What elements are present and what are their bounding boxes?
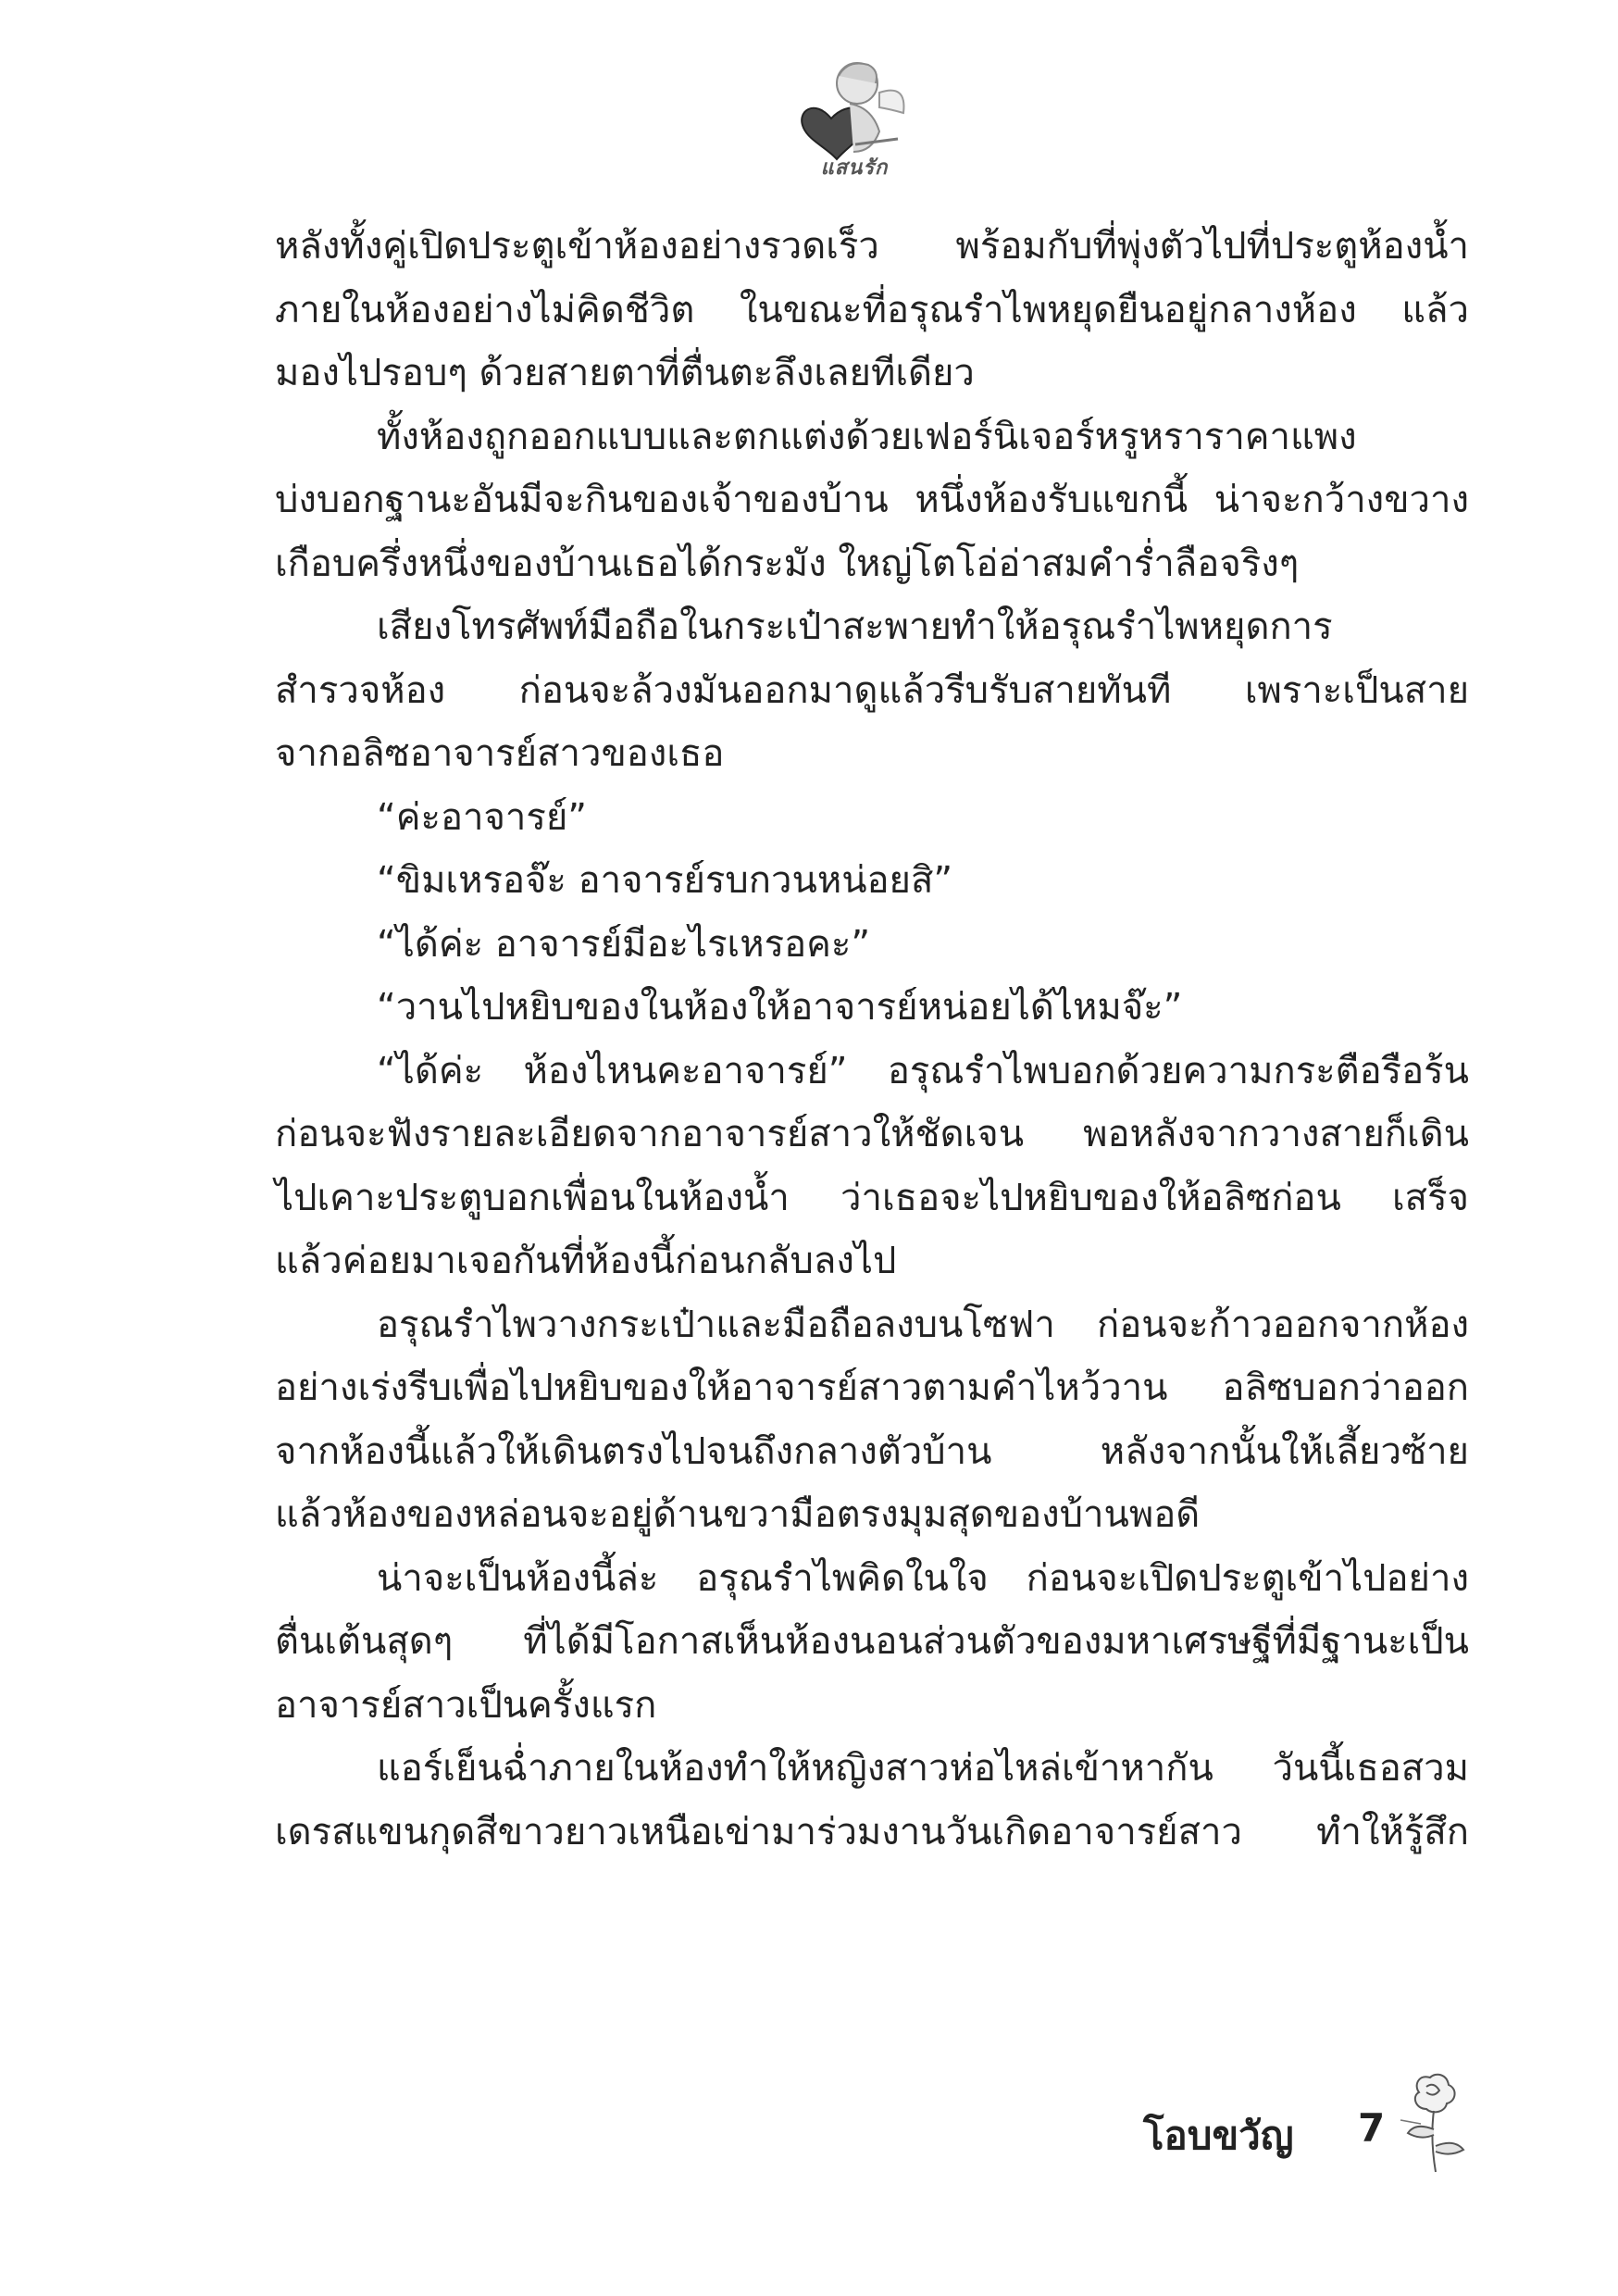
paragraph-line: จากห้องนี้แล้วให้เดินตรงไปจนถึงกลางตัวบ้าน หลังจากนั้นให้เลี้ยวซ้าย (275, 1429, 1469, 1473)
paragraph-line: แล้วห้องของหล่อนจะอยู่ด้านขวามือตรงมุมสุดของบ้านพอดี (275, 1493, 1201, 1536)
paragraph-line: อย่างเร่งรีบเพื่อไปหยิบของให้อาจารย์สาวตามคำไหว้วาน อลิซบอกว่าออก (275, 1366, 1469, 1409)
rose-icon (1393, 2065, 1476, 2176)
publisher-logo (794, 56, 915, 185)
paragraph-line: ทั้งห้องถูกออกแบบและตกแต่งด้วยเฟอร์นิเจอร์หรูหราราคาแพง (377, 415, 1357, 458)
paragraph-line: ก่อนจะฟังรายละเอียดจากอาจารย์สาวให้ชัดเจน พอหลังจากวางสายก็เดิน (275, 1113, 1469, 1155)
paragraph-line: บ่งบอกฐานะอันมีจะกินของเจ้าของบ้าน หนึ่งห้องรับแขกนี้ น่าจะกว้างขวาง (275, 479, 1469, 521)
paragraph-line: เกือบครึ่งหนึ่งของบ้านเธอได้กระมัง ใหญ่โตโอ่อ่าสมคำร่ำลือจริงๆ (275, 542, 1300, 585)
page-number: 7 (1358, 2105, 1386, 2151)
paragraph-line: อรุณรำไพวางกระเป๋าและมือถือลงบนโซฟา ก่อนจะก้าวออกจากห้อง (377, 1303, 1469, 1346)
paragraph-line: น่าจะเป็นห้องนี้ล่ะ อรุณรำไพคิดในใจ ก่อนจะเปิดประตูเข้าไปอย่าง (377, 1556, 1469, 1600)
book-title: โอบขวัญ (1143, 2113, 1294, 2158)
paragraph-line: ไปเคาะประตูบอกเพื่อนในห้องน้ำ ว่าเธอจะไปหยิบของให้อลิซก่อน เสร็จ (275, 1176, 1469, 1219)
paragraph-line: จากอลิซอาจารย์สาวของเธอ (275, 732, 725, 775)
paragraph-line: ภายในห้องอย่างไม่คิดชีวิต ในขณะที่อรุณรำไพหยุดยืนอยู่กลางห้อง แล้ว (275, 288, 1469, 331)
paragraph-line: แอร์เย็นฉ่ำภายในห้องทำให้หญิงสาวห่อไหล่เข้าหากัน วันนี้เธอสวม (377, 1747, 1469, 1790)
paragraph-line: มองไปรอบๆ ด้วยสายตาที่ตื่นตะลึงเลยทีเดียว (275, 352, 975, 394)
paragraph-line: เสียงโทรศัพท์มือถือในกระเป๋าสะพายทำให้อรุณรำไพหยุดการ (377, 605, 1333, 648)
paragraph-line: “วานไปหยิบของในห้องให้อาจารย์หน่อยได้ไหมจ๊ะ” (377, 986, 1183, 1029)
paragraph-line: “ค่ะอาจารย์” (377, 795, 587, 839)
paragraph-line: ตื่นเต้นสุดๆ ที่ได้มีโอกาสเห็นห้องนอนส่วนตัวของมหาเศรษฐีที่มีฐานะเป็น (275, 1620, 1469, 1663)
paragraph-line: “ขิมเหรอจ๊ะ อาจารย์รบกวนหน่อยสิ” (377, 859, 953, 902)
paragraph-line: สำรวจห้อง ก่อนจะล้วงมันออกมาดูแล้วรีบรับสายทันที เพราะเป็นสาย (275, 668, 1469, 712)
body-text (275, 215, 1469, 1864)
paragraph-line: อาจารย์สาวเป็นครั้งแรก (275, 1683, 657, 1727)
logo-text: แสนรัก (820, 156, 889, 180)
paragraph-line: หลังทั้งคู่เปิดประตูเข้าห้องอย่างรวดเร็ว พร้อมกับที่พุ่งตัวไปที่ประตูห้องน้ำ (275, 225, 1469, 268)
paragraph-line: “ได้ค่ะ อาจารย์มีอะไรเหรอคะ” (377, 922, 871, 966)
paragraph-line: เดรสแขนกุดสีขาวยาวเหนือเข่ามาร่วมงานวันเกิดอาจารย์สาว ทำให้รู้สึก (275, 1810, 1469, 1853)
page-footer (1143, 2102, 1486, 2176)
paragraph-line: แล้วค่อยมาเจอกันที่ห้องนี้ก่อนกลับลงไป (275, 1240, 897, 1282)
paragraph-line: “ได้ค่ะ ห้องไหนคะอาจารย์” อรุณรำไพบอกด้วยความกระตือรือร้น (377, 1049, 1469, 1092)
